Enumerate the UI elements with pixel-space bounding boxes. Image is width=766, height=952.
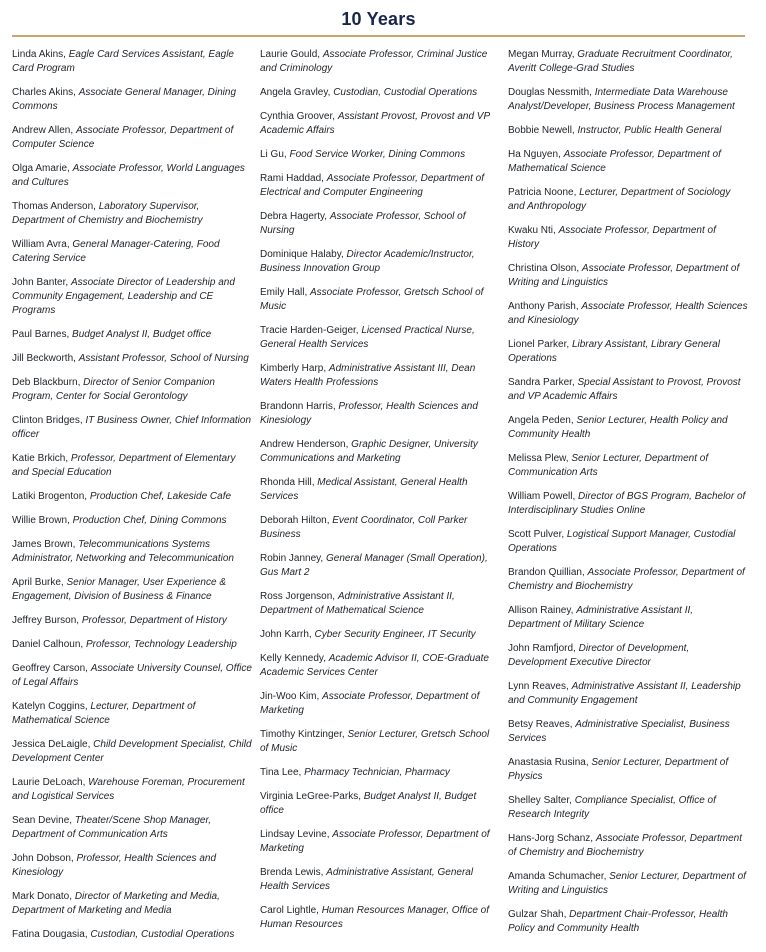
honoree-entry (12, 700, 260, 728)
honoree-entry (12, 414, 260, 442)
honoree-name: Daniel Calhoun, (12, 639, 84, 650)
honoree-entry (508, 680, 756, 708)
honoree-role: IT Business Owner, Chief Information officer (12, 415, 251, 440)
honoree-name: Laurie Gould, (260, 49, 321, 60)
honoree-entry (260, 514, 508, 542)
honoree-column (260, 48, 508, 952)
honoree-role: Associate Professor, Department of Chemistry and Biochemistry (508, 567, 745, 592)
honoree-entry (508, 86, 756, 114)
honoree-entry (12, 890, 260, 918)
honoree-entry (508, 414, 756, 442)
honoree-entry (260, 652, 508, 680)
honoree-entry (12, 514, 260, 528)
honoree-entry (12, 200, 260, 228)
honoree-name: Timothy Kintzinger, (260, 729, 345, 740)
honoree-entry (12, 48, 260, 76)
honoree-role: Administrative Specialist, Business Services (508, 719, 730, 744)
honoree-role: Associate Professor, Gretsch School of Music (260, 287, 484, 312)
honoree-role: Senior Lecturer, Department of Communication Arts (508, 453, 709, 478)
honoree-role: Associate Professor, Department of Computer Science (12, 125, 234, 150)
honoree-role: Director Academic/Instructor, Business Innovation Group (260, 249, 475, 274)
honoree-entry (508, 148, 756, 176)
honoree-role: Human Resources Manager, Office of Human Resources (260, 905, 490, 930)
honoree-name: Fatina Dougasia, (12, 929, 88, 940)
honoree-name: John Karrh, (260, 629, 312, 640)
honoree-role: Associate Professor, Department of History (508, 225, 716, 250)
honoree-role: Medical Assistant, General Health Services (260, 477, 468, 502)
honoree-name: Sandra Parker, (508, 377, 575, 388)
honoree-role: Senior Lecturer, Gretsch School of Music (260, 729, 490, 754)
honoree-name: William Powell, (508, 491, 576, 502)
honoree-name: Sean Devine, (12, 815, 73, 826)
honoree-name: Bobbie Newell, (508, 125, 575, 136)
honoree-entry (508, 642, 756, 670)
honoree-role: Instructor, Public Health General (577, 125, 722, 136)
honoree-entry (260, 828, 508, 856)
honoree-role: Director of Senior Companion Program, Center for Social Gerontology (12, 377, 215, 402)
honoree-role: Laboratory Supervisor, Department of Chemistry and Biochemistry (12, 201, 203, 226)
honoree-role: Professor, Technology Leadership (85, 639, 237, 650)
honoree-role: Associate Professor, World Languages and Cultures (12, 163, 245, 188)
honoree-name: Jin-Woo Kim, (260, 691, 320, 702)
honoree-role: Associate Professor, Department of Mathematical Science (508, 149, 721, 174)
honoree-name: James Brown, (12, 539, 76, 550)
honoree-entry (12, 852, 260, 880)
honoree-entry (12, 276, 260, 318)
honoree-entry (12, 86, 260, 114)
honoree-entry (508, 566, 756, 594)
honoree-entry (12, 614, 260, 628)
honoree-name: Jill Beckworth, (12, 353, 76, 364)
honoree-role: Lecturer, Department of Mathematical Science (12, 701, 196, 726)
honoree-name: Rami Haddad, (260, 173, 324, 184)
honoree-entry (260, 86, 508, 100)
honoree-name: Latiki Brogenton, (12, 491, 88, 502)
honoree-entry (508, 490, 756, 518)
honoree-entry (260, 148, 508, 162)
honoree-entry (260, 590, 508, 618)
honoree-entry (12, 376, 260, 404)
honoree-entry (260, 552, 508, 580)
honoree-name: Jessica DeLaigle, (12, 739, 91, 750)
honoree-role: Associate Professor, School of Nursing (260, 211, 466, 236)
honoree-name: Virginia LeGree-Parks, (260, 791, 361, 802)
honoree-name: Kelly Kennedy, (260, 653, 326, 664)
honoree-name: Megan Murray, (508, 49, 575, 60)
honoree-name: William Avra, (12, 239, 70, 250)
honoree-role: Administrative Assistant, General Health Services (260, 867, 474, 892)
honoree-name: Mark Donato, (12, 891, 73, 902)
honoree-entry (12, 738, 260, 766)
honoree-role: Licensed Practical Nurse, General Health Services (260, 325, 475, 350)
honoree-role: Custodian, Custodial Operations (333, 87, 478, 98)
honoree-entry (12, 490, 260, 504)
honoree-name: Brenda Lewis, (260, 867, 324, 878)
honoree-name: Brandon Quillian, (508, 567, 585, 578)
honoree-role: Special Assistant to Provost, Provost and VP Academic Affairs (508, 377, 741, 402)
honoree-entry (12, 124, 260, 152)
honoree-entry (260, 438, 508, 466)
honoree-name: Shelley Salter, (508, 795, 572, 806)
honoree-name: Deborah Hilton, (260, 515, 330, 526)
honoree-entry (12, 452, 260, 480)
honoree-name: Ross Jorgenson, (260, 591, 336, 602)
honoree-name: Amanda Schumacher, (508, 871, 607, 882)
honoree-role: Academic Advisor II, COE-Graduate Academic Services Center (260, 653, 489, 678)
honoree-entry (260, 48, 508, 76)
honoree-entry (12, 928, 260, 942)
honoree-name: Brandonn Harris, (260, 401, 336, 412)
section-header (12, 0, 745, 37)
honoree-role: Associate Professor, Department of Marketing (260, 829, 490, 854)
honoree-entry (508, 48, 756, 76)
honoree-role: Director of BGS Program, Bachelor of Interdisciplinary Studies Online (508, 491, 746, 516)
honoree-entry (260, 362, 508, 390)
honoree-role: Production Chef, Dining Commons (72, 515, 227, 526)
honoree-role: Budget Analyst II, Budget office (260, 791, 477, 816)
honoree-name: Katelyn Coggins, (12, 701, 88, 712)
honoree-role: Senior Lecturer, Department of Writing and Linguistics (508, 871, 746, 896)
honoree-entry (508, 604, 756, 632)
honoree-role: Associate Professor, Health Sciences and Kinesiology (508, 301, 748, 326)
honoree-role: Graphic Designer, University Communications and Marketing (260, 439, 478, 464)
honoree-column (12, 48, 260, 952)
honoree-entry (508, 124, 756, 138)
honoree-name: Tina Lee, (260, 767, 302, 778)
honoree-column (508, 48, 756, 952)
honoree-name: Ha Nguyen, (508, 149, 561, 160)
honoree-entry (508, 224, 756, 252)
honoree-name: Olga Amarie, (12, 163, 70, 174)
honoree-name: Jeffrey Burson, (12, 615, 80, 626)
honoree-name: Andrew Allen, (12, 125, 74, 136)
honoree-role: Compliance Specialist, Office of Research Integrity (508, 795, 716, 820)
honoree-role: Administrative Assistant II, Department of Military Science (508, 605, 694, 630)
honoree-entry (12, 352, 260, 366)
honoree-role: Professor, Health Sciences and Kinesiology (12, 853, 217, 878)
honoree-name: Robin Janney, (260, 553, 324, 564)
honoree-role: Lecturer, Department of Sociology and Anthropology (508, 187, 731, 212)
honoree-name: Gulzar Shah, (508, 909, 567, 920)
honoree-role: Associate Professor, Department of Chemistry and Biochemistry (508, 833, 743, 858)
honoree-role: Director of Development, Development Executive Director (508, 643, 690, 668)
honoree-name: Paul Barnes, (12, 329, 70, 340)
honoree-columns (12, 48, 757, 952)
honoree-entry (12, 576, 260, 604)
honoree-role: Theater/Scene Shop Manager, Department of Communication Arts (12, 815, 212, 840)
honoree-role: Associate University Counsel, Office of Legal Affairs (12, 663, 252, 688)
honoree-name: Kimberly Harp, (260, 363, 327, 374)
honoree-role: Intermediate Data Warehouse Analyst/Developer, Business Process Management (508, 87, 735, 112)
honoree-entry (260, 790, 508, 818)
honoree-entry (508, 870, 756, 898)
honoree-role: Department Chair-Professor, Health Policy and Community Health (508, 909, 728, 934)
honoree-entry (508, 528, 756, 556)
honoree-role: Graduate Recruitment Coordinator, Averitt College-Grad Studies (508, 49, 733, 74)
honoree-name: Lindsay Levine, (260, 829, 330, 840)
honoree-name: Carol Lightle, (260, 905, 319, 916)
honoree-name: Debra Hagerty, (260, 211, 328, 222)
honoree-role: Library Assistant, Library General Operations (508, 339, 720, 364)
honoree-role: Assistant Provost, Provost and VP Academic Affairs (260, 111, 490, 136)
honoree-name: Cynthia Groover, (260, 111, 336, 122)
honoree-role: Event Coordinator, Coll Parker Business (260, 515, 468, 540)
honoree-role: Associate General Manager, Dining Commons (12, 87, 237, 112)
honoree-entry (12, 538, 260, 566)
honoree-role: Professor, Health Sciences and Kinesiology (260, 401, 478, 426)
honoree-name: April Burke, (12, 577, 64, 588)
honoree-entry (508, 908, 756, 936)
honoree-role: Custodian, Custodial Operations (90, 929, 235, 940)
honoree-role: Production Chef, Lakeside Cafe (89, 491, 232, 502)
honoree-role: General Manager-Catering, Food Catering Service (12, 239, 220, 264)
honoree-entry (508, 452, 756, 480)
honoree-entry (12, 662, 260, 690)
honoree-name: Tracie Harden-Geiger, (260, 325, 359, 336)
honoree-entry (260, 400, 508, 428)
honoree-role: Telecommunications Systems Administrator, Networking and Telecommunication (12, 539, 234, 564)
honoree-role: Associate Professor, Department of Marketing (260, 691, 480, 716)
honoree-name: Kwaku Nti, (508, 225, 556, 236)
honoree-role: Budget Analyst II, Budget office (72, 329, 212, 340)
honoree-role: Associate Professor, Criminal Justice and Criminology (260, 49, 488, 74)
honoree-role: Logistical Support Manager, Custodial Operations (508, 529, 736, 554)
honoree-role: Eagle Card Services Assistant, Eagle Card Program (12, 49, 234, 74)
honoree-entry (12, 328, 260, 342)
honoree-role: Senior Manager, User Experience & Engagement, Division of Business & Finance (12, 577, 226, 602)
honoree-role: General Manager (Small Operation), Gus Mart 2 (260, 553, 488, 578)
honoree-name: Patricia Noone, (508, 187, 577, 198)
honoree-name: Katie Brkich, (12, 453, 69, 464)
honoree-name: John Ramfjord, (508, 643, 576, 654)
honoree-name: Deb Blackburn, (12, 377, 81, 388)
honoree-entry (12, 638, 260, 652)
honoree-role: Food Service Worker, Dining Commons (289, 149, 466, 160)
honoree-entry (508, 262, 756, 290)
honoree-name: Laurie DeLoach, (12, 777, 86, 788)
page-title: 10 Years (341, 9, 416, 29)
honoree-entry (260, 248, 508, 276)
honoree-name: John Dobson, (12, 853, 74, 864)
honoree-name: Willie Brown, (12, 515, 70, 526)
honoree-role: Associate Professor, Department of Electrical and Computer Engineering (260, 173, 484, 198)
honoree-name: Rhonda Hill, (260, 477, 315, 488)
honoree-entry (260, 766, 508, 780)
honoree-role: Child Development Specialist, Child Development Center (12, 739, 252, 764)
honoree-name: Melissa Plew, (508, 453, 569, 464)
honoree-role: Associate Professor, Department of Writing and Linguistics (508, 263, 740, 288)
honoree-role: Warehouse Foreman, Procurement and Logistical Services (12, 777, 245, 802)
honoree-name: Douglas Nessmith, (508, 87, 592, 98)
honoree-entry (260, 286, 508, 314)
honoree-name: Geoffrey Carson, (12, 663, 88, 674)
honoree-entry (508, 794, 756, 822)
honoree-name: Linda Akins, (12, 49, 66, 60)
honoree-name: Allison Rainey, (508, 605, 574, 616)
honoree-name: Li Gu, (260, 149, 287, 160)
honoree-name: Emily Hall, (260, 287, 308, 298)
honoree-name: Clinton Bridges, (12, 415, 83, 426)
honoree-entry (260, 110, 508, 138)
honoree-name: Lionel Parker, (508, 339, 570, 350)
honoree-name: Thomas Anderson, (12, 201, 96, 212)
honoree-name: Angela Peden, (508, 415, 574, 426)
honoree-entry (12, 776, 260, 804)
honoree-entry (508, 300, 756, 328)
honoree-entry (12, 238, 260, 266)
honoree-role: Senior Lecturer, Department of Physics (508, 757, 729, 782)
honoree-role: Professor, Department of Elementary and Special Education (12, 453, 236, 478)
honoree-entry (12, 162, 260, 190)
honoree-role: Assistant Professor, School of Nursing (78, 353, 249, 364)
honoree-entry (260, 476, 508, 504)
honoree-entry (508, 186, 756, 214)
honoree-name: Charles Akins, (12, 87, 76, 98)
honoree-name: Anthony Parish, (508, 301, 579, 312)
honoree-entry (508, 832, 756, 860)
honoree-name: Dominique Halaby, (260, 249, 344, 260)
honoree-entry (260, 628, 508, 642)
honoree-role: Administrative Assistant II, Department of Mathematical Science (260, 591, 455, 616)
honoree-name: Scott Pulver, (508, 529, 565, 540)
honoree-entry (260, 904, 508, 932)
honoree-entry (260, 172, 508, 200)
honoree-role: Administrative Assistant III, Dean Waters Health Professions (260, 363, 476, 388)
honoree-name: John Banter, (12, 277, 69, 288)
honoree-name: Betsy Reaves, (508, 719, 573, 730)
honoree-entry (260, 324, 508, 352)
honoree-entry (508, 756, 756, 784)
honoree-name: Anastasia Rusina, (508, 757, 589, 768)
honoree-role: Professor, Department of History (81, 615, 227, 626)
honoree-name: Lynn Reaves, (508, 681, 569, 692)
honoree-entry (508, 338, 756, 366)
honoree-name: Angela Gravley, (260, 87, 331, 98)
honoree-role: Administrative Assistant II, Leadership and Community Engagement (508, 681, 741, 706)
honoree-name: Christina Olson, (508, 263, 580, 274)
honoree-entry (508, 718, 756, 746)
honoree-role: Senior Lecturer, Health Policy and Community Health (508, 415, 728, 440)
honoree-entry (260, 210, 508, 238)
honoree-entry (12, 814, 260, 842)
honoree-entry (260, 728, 508, 756)
honoree-entry (260, 866, 508, 894)
honoree-name: Andrew Henderson, (260, 439, 349, 450)
honoree-entry (508, 376, 756, 404)
honoree-role: Cyber Security Engineer, IT Security (314, 629, 476, 640)
honoree-role: Associate Director of Leadership and Community Engagement, Leadership and CE Programs (12, 277, 235, 316)
honoree-entry (260, 690, 508, 718)
honoree-role: Pharmacy Technician, Pharmacy (304, 767, 450, 778)
honoree-name: Hans-Jorg Schanz, (508, 833, 594, 844)
honoree-role: Director of Marketing and Media, Department of Marketing and Media (12, 891, 220, 916)
